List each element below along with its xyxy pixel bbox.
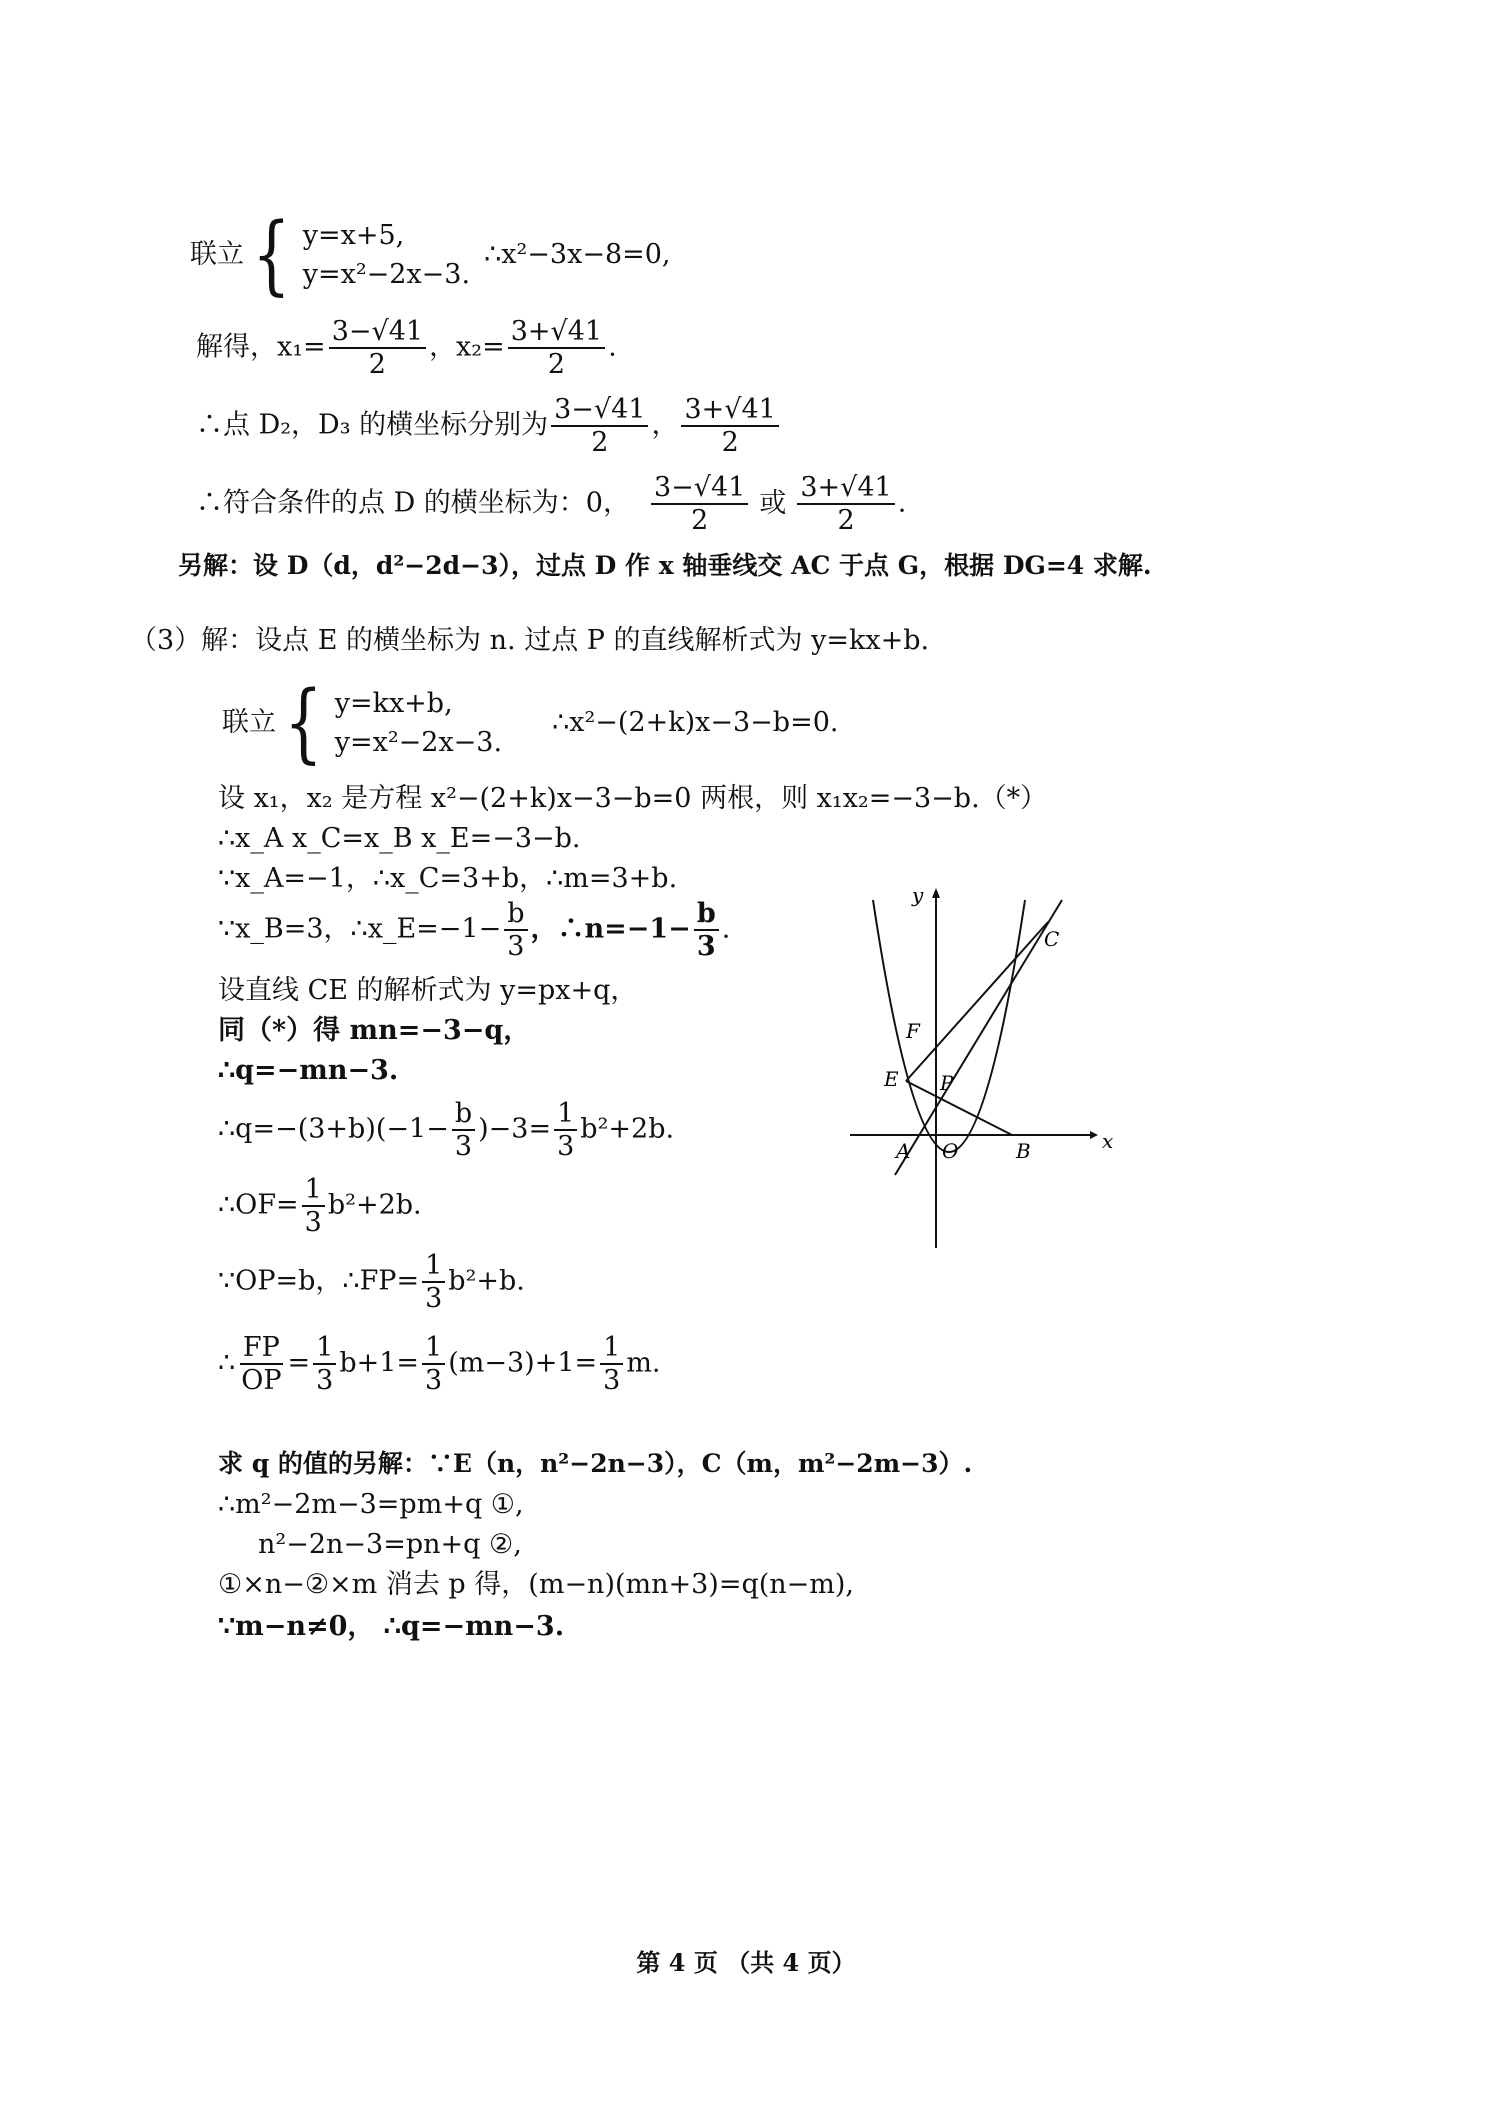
lianli-label: 联立	[222, 707, 276, 739]
alt-q-line-5: ∵m−n≠0， ∴q=−mn−3.	[218, 1611, 565, 1642]
fraction-denominator: 2	[837, 505, 855, 536]
d-coordinates-line	[196, 474, 906, 534]
solution-mid: ，x₂=	[429, 331, 505, 363]
fraction-b-over-3	[504, 900, 527, 960]
fraction-1-over-3	[422, 1252, 445, 1312]
lianli-label: 联立	[190, 239, 244, 271]
line-ac	[895, 900, 1062, 1175]
fraction-numerator: 3−√41	[329, 318, 426, 349]
d2-d3-prefix: ∴点 D₂，D₃ 的横坐标分别为	[196, 409, 549, 441]
fraction-numerator: b	[452, 1100, 475, 1131]
d2-d3-line	[196, 396, 782, 456]
part3-intro: （3）解：设点 E 的横坐标为 n. 过点 P 的直线解析式为 y=kx+b.	[130, 625, 930, 656]
label-y: y	[912, 883, 924, 907]
line-eb	[906, 1081, 1012, 1135]
q-line: ∴q=−mn−3.	[218, 1055, 399, 1086]
system-result: ∴x²−3x−8=0,	[484, 239, 671, 271]
fp-prefix: ∵OP=b，∴FP=	[218, 1265, 420, 1297]
fraction-denominator: 3	[603, 1365, 621, 1396]
solution-line	[196, 318, 617, 378]
solution-end: .	[608, 331, 617, 363]
of-prefix: ∴OF=	[218, 1189, 299, 1221]
label-a: A	[896, 1139, 911, 1163]
fraction-numerator: 1	[302, 1176, 325, 1207]
mn-line: 同（*）得 mn=−3−q，	[218, 1015, 531, 1046]
system-eq-2: y=x²−2x−3.	[302, 259, 471, 290]
solution-prefix: 解得，x₁=	[196, 331, 326, 363]
fraction-denominator: 3	[557, 1131, 575, 1162]
fraction-d3	[681, 396, 778, 456]
fraction-numerator: 1	[554, 1100, 577, 1131]
fraction-1-over-3	[600, 1334, 623, 1394]
page-footer: 第 4 页 （共 4 页）	[636, 1948, 856, 1977]
system-eq-1: y=kx+b,	[334, 687, 453, 719]
brace-symbol: {	[252, 205, 291, 305]
label-o: O	[942, 1139, 959, 1163]
alt-q-line-2: ∴m²−2m−3=pm+q ①,	[218, 1489, 524, 1520]
fraction-numerator: FP	[240, 1334, 283, 1365]
xe-mid: ，∴n=−1−	[530, 913, 691, 945]
fraction-numerator: 3+√41	[681, 396, 778, 427]
or-word: 或	[759, 487, 787, 519]
fraction-x1	[329, 318, 426, 378]
fraction-d-2	[797, 474, 894, 534]
fraction-denominator: 2	[368, 349, 386, 380]
label-e: E	[884, 1067, 899, 1091]
fraction-denominator: 3	[425, 1283, 443, 1314]
fraction-d-1	[651, 474, 748, 534]
fraction-numerator: b	[694, 900, 719, 931]
label-x: x	[1102, 1129, 1114, 1153]
brace-symbol: {	[284, 673, 323, 773]
system-eq-2: y=x²−2x−3.	[334, 727, 503, 758]
ratio-eq: =	[287, 1347, 311, 1379]
fraction-denominator: 3	[454, 1131, 473, 1162]
fraction-denominator: 2	[547, 349, 566, 380]
x-axis-arrow	[1090, 1131, 1098, 1139]
fraction-denominator: 3	[507, 931, 525, 962]
fraction-d2	[551, 396, 648, 456]
fraction-numerator: b	[504, 900, 527, 931]
of-end: b²+2b.	[327, 1189, 422, 1221]
fraction-denominator: OP	[241, 1365, 282, 1396]
roots-line: 设 x₁，x₂ 是方程 x²−(2+k)x−3−b=0 两根，则 x₁x₂=−3−b.（*）	[218, 783, 1048, 814]
fraction-denominator: 2	[591, 427, 609, 458]
parabola-curve	[873, 900, 1025, 1152]
y-axis-arrow	[932, 888, 940, 898]
fraction-numerator: 1	[313, 1334, 336, 1365]
d-coordinates-end: .	[897, 487, 907, 519]
ratio-prefix: ∴	[218, 1347, 236, 1379]
parabola-figure	[840, 880, 1140, 1270]
ratio-b: b+1=	[339, 1347, 420, 1379]
system-2	[222, 673, 839, 773]
q-expand-prefix: ∴q=−(3+b)(−1−	[218, 1113, 449, 1145]
fraction-1-over-3	[313, 1334, 336, 1394]
d-coordinates-prefix: ∴符合条件的点 D 的横坐标为：0，	[196, 487, 630, 519]
fraction-denominator: 3	[425, 1365, 443, 1396]
q-expand-mid: )−3=	[478, 1113, 552, 1145]
xe-line	[218, 900, 730, 960]
fraction-b-over-3	[694, 900, 719, 960]
line-ec	[906, 922, 1048, 1081]
xe-prefix: ∵x_B=3，∴x_E=−1−	[218, 913, 502, 945]
fp-line	[218, 1252, 525, 1312]
alternative-solution-1: 另解：设 D（d，d²−2d−3），过点 D 作 x 轴垂线交 AC 于点 G，根据 DG=4 求解.	[178, 551, 1152, 580]
ce-line: 设直线 CE 的解析式为 y=px+q，	[218, 975, 638, 1006]
alt-q-line-3: n²−2n−3=pn+q ②,	[258, 1529, 522, 1560]
label-f: F	[906, 1019, 920, 1043]
system-eq-1: y=x+5,	[302, 219, 405, 251]
fraction-numerator: 1	[600, 1334, 623, 1365]
alt-q-line-4: ①×n−②×m 消去 p 得，(m−n)(mn+3)=q(n−m),	[218, 1569, 855, 1600]
system-1	[190, 205, 671, 305]
ratio-c: (m−3)+1=	[448, 1347, 598, 1379]
separator: ，	[651, 409, 679, 441]
fraction-denominator: 3	[696, 931, 716, 962]
fraction-fp-over-op	[238, 1334, 284, 1394]
fraction-b-over-3	[452, 1100, 475, 1160]
fp-end: b²+b.	[448, 1265, 525, 1297]
xc-line: ∵x_A=−1，∴x_C=3+b，∴m=3+b.	[218, 863, 678, 894]
fraction-denominator: 2	[691, 505, 709, 536]
fraction-1-over-3	[302, 1176, 325, 1236]
fraction-1-over-3	[554, 1100, 577, 1160]
label-b: B	[1016, 1139, 1031, 1163]
fraction-numerator: 3−√41	[651, 474, 748, 505]
fraction-numerator: 3+√41	[797, 474, 894, 505]
ratio-line	[218, 1334, 661, 1394]
fraction-numerator: 3+√41	[508, 318, 605, 349]
xe-end: .	[721, 913, 731, 945]
q-expand-line	[218, 1100, 674, 1160]
fraction-numerator: 1	[422, 1252, 445, 1283]
fraction-1-over-3	[422, 1334, 445, 1394]
alt-q-line-1: 求 q 的值的另解：∵E（n，n²−2n−3），C（m，m²−2m−3）.	[218, 1449, 973, 1478]
fraction-denominator: 3	[304, 1207, 322, 1238]
ratio-d: m.	[626, 1347, 661, 1379]
system-result: ∴x²−(2+k)x−3−b=0.	[552, 707, 839, 739]
fraction-denominator: 3	[316, 1365, 334, 1396]
fraction-numerator: 1	[422, 1334, 445, 1365]
label-c: C	[1044, 927, 1060, 951]
fraction-numerator: 3−√41	[551, 396, 648, 427]
of-line	[218, 1176, 422, 1236]
product-line: ∴x_A x_C=x_B x_E=−3−b.	[218, 823, 581, 854]
fraction-x2	[508, 318, 605, 378]
fraction-denominator: 2	[721, 427, 739, 458]
q-expand-end: b²+2b.	[580, 1113, 675, 1145]
label-p: P	[940, 1071, 954, 1095]
